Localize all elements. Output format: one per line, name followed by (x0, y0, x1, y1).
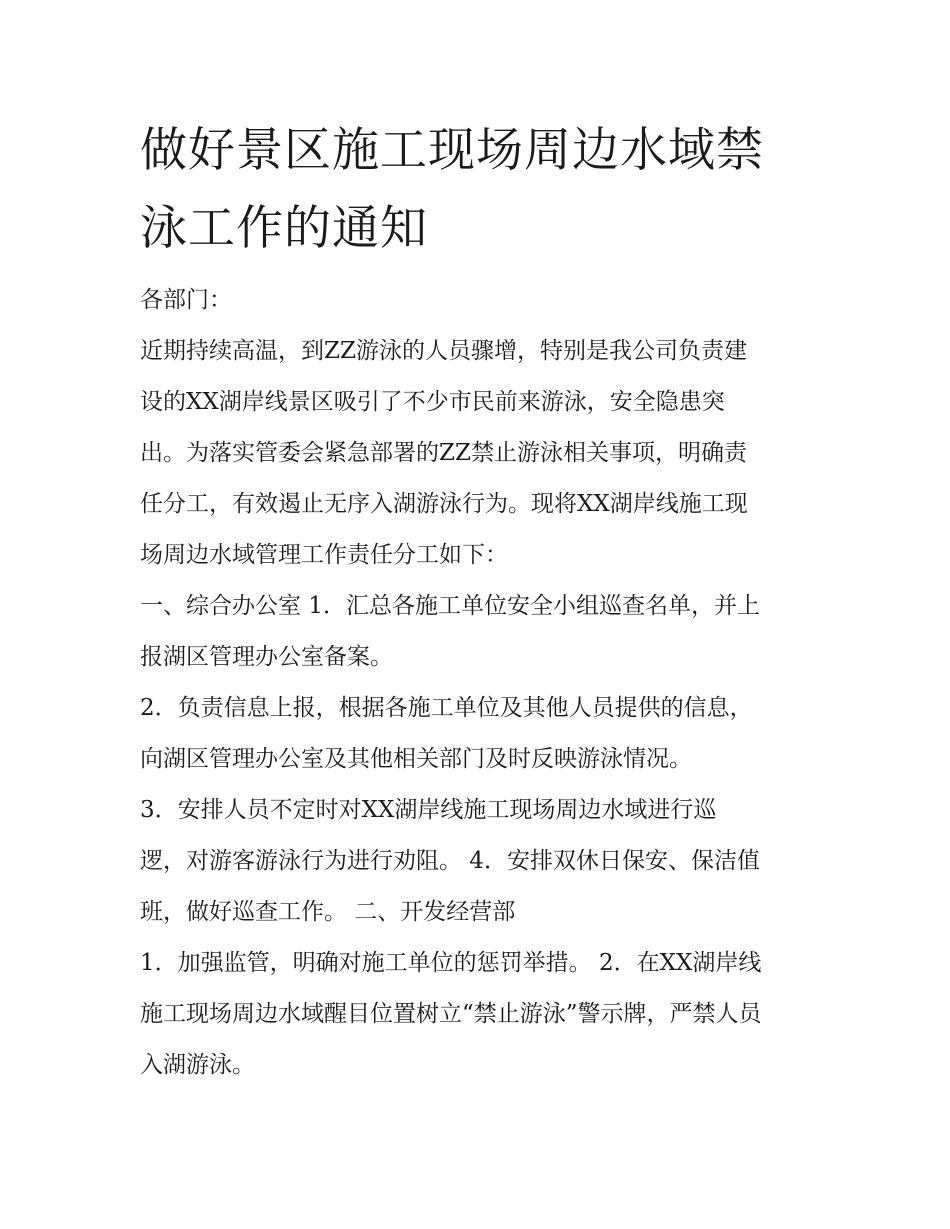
body-line: 1．加强监管，明确对施工单位的惩罚举措。 2．在XX湖岸线 (140, 950, 762, 976)
body-line: 场周边水域管理工作责任分工如下： (140, 542, 508, 568)
body-line: 报湖区管理办公室备案。 (140, 644, 393, 670)
title-line: 泳工作的通知 (140, 201, 428, 256)
body-line: 设的XX湖岸线景区吸引了不少市民前来游泳，安全隐患突 (140, 389, 725, 415)
title-line: 做好景区施工现场周边水域禁 (140, 123, 764, 178)
body-line: 入湖游泳。 (140, 1052, 255, 1078)
body-line: 向湖区管理办公室及其他相关部门及时反映游泳情况。 (140, 746, 692, 772)
body-line: 班，做好巡查工作。 二、开发经营部 (140, 899, 516, 925)
body-line: 一、综合办公室 1．汇总各施工单位安全小组巡查名单，并上 (140, 593, 760, 619)
body-line: 近期持续高温，到ZZ游泳的人员骤增，特别是我公司负责建 (140, 338, 747, 364)
body-line: 逻，对游客游泳行为进行劝阻。 4．安排双休日保安、保洁值 (140, 848, 760, 874)
document-title (140, 112, 820, 268)
body-line: 出。为落实管委会紧急部署的ZZ禁止游泳相关事项，明确责 (140, 440, 747, 466)
salutation: 各部门： (140, 287, 232, 313)
body-line: 2．负责信息上报，根据各施工单位及其他人员提供的信息， (140, 695, 753, 721)
body-line: 施工现场周边水域醒目位置树立“禁止游泳”警示牌，严禁人员 (140, 1001, 762, 1027)
body-line: 任分工，有效遏止无序入湖游泳行为。现将XX湖岸线施工现 (140, 491, 748, 517)
body-line: 3．安排人员不定时对XX湖岸线施工现场周边水域进行巡 (140, 797, 717, 823)
